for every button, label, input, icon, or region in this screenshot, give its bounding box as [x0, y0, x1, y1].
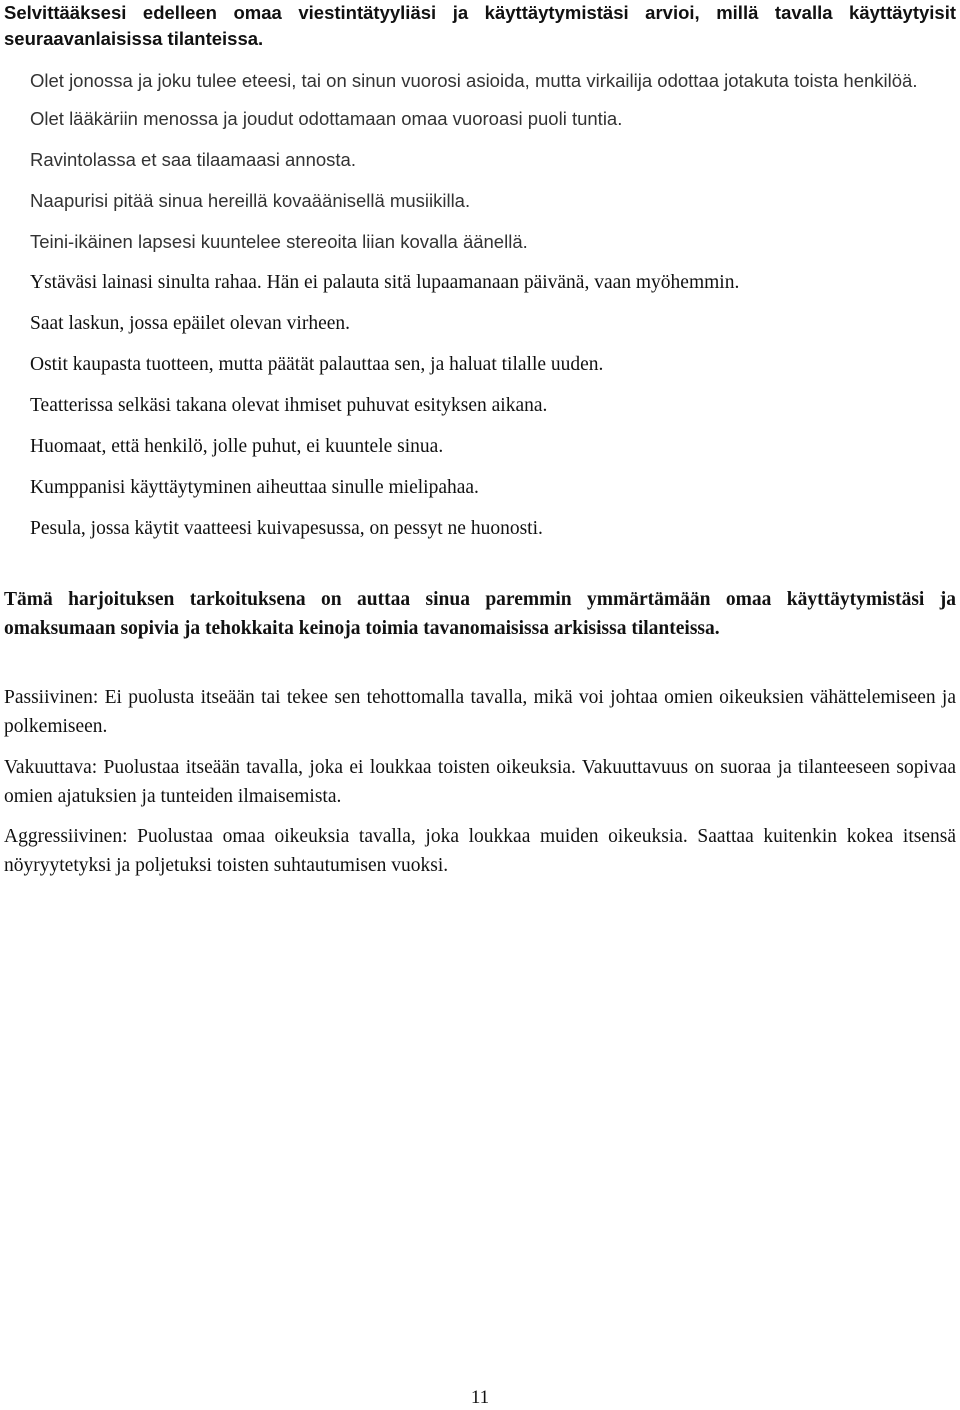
list-item: Saat laskun, jossa epäilet olevan virheen.	[30, 313, 351, 334]
definition-assertive: Vakuuttava: Puolustaa itseään tavalla, joka ei loukkaa toisten oikeuksia. Vakuuttavuus on suoraa ja tilanteeseen sopivaa omien ajatuksien ja tunteiden ilmaisemista.	[4, 757, 956, 807]
definition-aggressive: Aggressiivinen: Puolustaa omaa oikeuksia tavalla, joka loukkaa muiden oikeuksia. Saattaa kuitenkin kokea itsensä nöyryytetyksi ja poljetuksi toisten suhtautumisen vuoksi.	[4, 826, 956, 876]
list-item: Ystäväsi lainasi sinulta rahaa. Hän ei palauta sitä lupaamanaan päivänä, vaan myöhemmin.	[30, 272, 740, 293]
definition-passive: Passiivinen: Ei puolusta itseään tai tekee sen tehottomalla tavalla, mikä voi johtaa omien oikeuksien vähättelemiseen ja polkemiseen.	[4, 687, 956, 737]
list-item: Ravintolassa et saa tilaamaasi annosta.	[30, 149, 356, 170]
purpose-paragraph: Tämä harjoituksen tarkoituksena on auttaa sinua paremmin ymmärtämään omaa käyttäytymistäsi ja omaksumaan sopivia ja tehokkaita keinoja toimia tavanomaisissa arkisissa tilanteissa.	[4, 589, 956, 639]
list-item: Teini-ikäinen lapsesi kuuntelee stereoita liian kovalla äänellä.	[30, 231, 528, 252]
list-item: Teatterissa selkäsi takana olevat ihmiset puhuvat esityksen aikana.	[30, 395, 548, 416]
intro-heading: Selvittääksesi edelleen omaa viestintätyyliäsi ja käyttäytymistäsi arvioi, millä tavalla käyttäytyisit seuraavanlaisissa tilanteissa.	[4, 2, 956, 49]
list-item: Olet lääkäriin menossa ja joudut odottamaan omaa vuoroasi puoli tuntia.	[30, 108, 623, 129]
list-item: Pesula, jossa käytit vaatteesi kuivapesussa, on pessyt ne huonosti.	[30, 518, 543, 539]
page-number: 11	[470, 1387, 490, 1408]
list-item: Huomaat, että henkilö, jolle puhut, ei kuuntele sinua.	[30, 436, 444, 457]
list-item: Olet jonossa ja joku tulee eteesi, tai on sinun vuorosi asioida, mutta virkailija odottaa jotakuta toista henkilöä.	[30, 70, 918, 91]
list-item: Kumppanisi käyttäytyminen aiheuttaa sinulle mielipahaa.	[30, 477, 479, 498]
situation-list	[30, 66, 956, 542]
list-item: Ostit kaupasta tuotteen, mutta päätät palauttaa sen, ja haluat tilalle uuden.	[30, 354, 604, 375]
list-item: Naapurisi pitää sinua hereillä kovaäänisellä musiikilla.	[30, 190, 471, 211]
